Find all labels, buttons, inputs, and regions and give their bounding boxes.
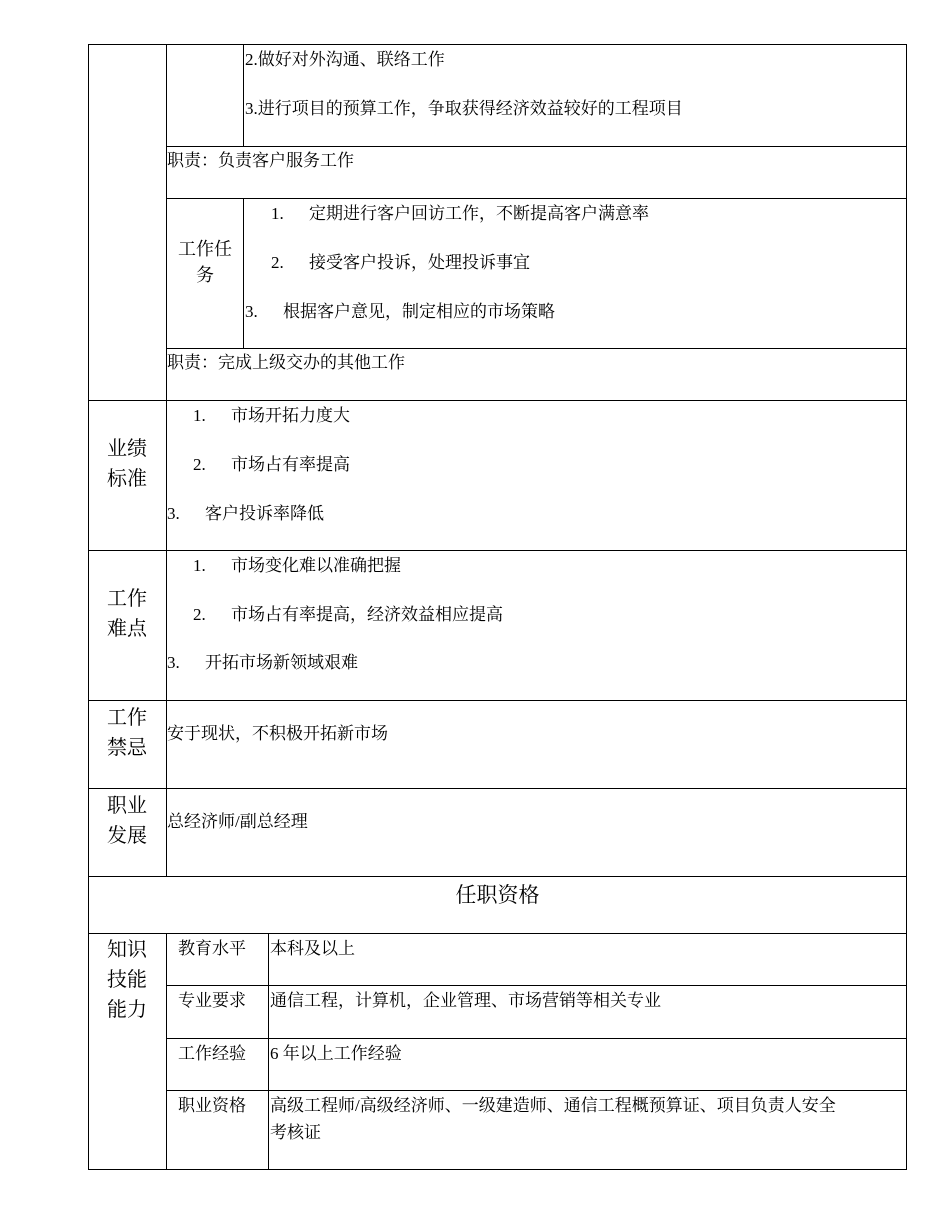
list-text: 接受客户投诉，处理投诉事宜 — [309, 253, 530, 272]
performance-label-line2: 标准 — [107, 468, 147, 490]
row-divider — [166, 348, 907, 349]
qualification-row-name: 教育水平 — [178, 939, 246, 958]
qualification-row-value: 高级工程师/高级经济师、一级建造师、通信工程概预算证、项目负责人安全 — [270, 1096, 836, 1115]
career-label — [88, 791, 166, 851]
taboo-label — [88, 703, 166, 763]
qualification-row-name: 工作经验 — [178, 1044, 246, 1063]
list-text: 开拓市场新领域艰难 — [205, 653, 358, 672]
row-divider — [88, 550, 907, 551]
taboo-label-line1: 工作 — [107, 707, 147, 729]
customer-task-item — [271, 203, 649, 225]
column-divider — [243, 44, 244, 147]
difficulty-item — [167, 652, 358, 674]
difficulties-label — [88, 584, 166, 644]
work-task-label-line2: 务 — [196, 265, 214, 285]
list-text: 根据客户意见，制定相应的市场策略 — [283, 302, 555, 321]
row-divider — [88, 788, 907, 789]
qualification-row-value: 本科及以上 — [270, 939, 355, 958]
list-number: 2. — [271, 253, 284, 272]
duty-other: 职责：完成上级交办的其他工作 — [167, 353, 405, 372]
task-item: 3.进行项目的预算工作，争取获得经济效益较好的工程项目 — [245, 99, 683, 118]
list-text: 市场占有率提高 — [231, 455, 350, 474]
taboo-label-line2: 禁忌 — [107, 737, 147, 759]
row-divider — [166, 1090, 907, 1091]
career-text: 总经济师/副总经理 — [167, 812, 308, 831]
list-text: 定期进行客户回访工作，不断提高客户满意率 — [309, 204, 649, 223]
list-text: 客户投诉率降低 — [205, 504, 324, 523]
difficulty-item — [193, 555, 401, 577]
performance-label — [88, 434, 166, 494]
difficulties-label-line1: 工作 — [107, 588, 147, 610]
knowledge-label-line2: 技能 — [107, 969, 147, 991]
column-divider — [166, 933, 167, 1170]
list-text: 市场变化难以准确把握 — [231, 556, 401, 575]
knowledge-label-line1: 知识 — [107, 939, 147, 961]
difficulties-label-line2: 难点 — [107, 618, 147, 640]
qualification-row-name: 职业资格 — [178, 1096, 246, 1115]
list-number: 1. — [271, 204, 284, 223]
table-border-bottom — [88, 1169, 907, 1170]
qualification-row-value: 6 年以上工作经验 — [270, 1044, 402, 1063]
knowledge-skill-label — [88, 935, 166, 1025]
list-text: 市场占有率提高，经济效益相应提高 — [231, 605, 503, 624]
list-number: 1. — [193, 406, 206, 425]
career-label-line1: 职业 — [107, 795, 147, 817]
qualification-title: 任职资格 — [455, 883, 540, 907]
list-number: 3. — [167, 653, 180, 672]
row-divider — [88, 876, 907, 877]
taboo-text: 安于现状，不积极开拓新市场 — [167, 724, 388, 743]
row-divider — [166, 146, 907, 147]
performance-item — [193, 454, 350, 476]
row-divider — [88, 700, 907, 701]
duty-customer-service: 职责：负责客户服务工作 — [167, 151, 354, 170]
list-text: 市场开拓力度大 — [231, 406, 350, 425]
row-divider — [166, 1038, 907, 1039]
list-number: 2. — [193, 605, 206, 624]
performance-item — [193, 405, 350, 427]
qualification-row-value-cont: 考核证 — [270, 1123, 321, 1142]
list-number: 3. — [167, 504, 180, 523]
difficulty-item — [193, 604, 503, 626]
performance-item — [167, 503, 324, 525]
work-task-label-line1: 工作任 — [178, 239, 232, 259]
knowledge-label-line3: 能力 — [107, 999, 147, 1021]
list-number: 3. — [245, 302, 258, 321]
customer-task-item — [245, 301, 555, 323]
qualification-row-name: 专业要求 — [178, 991, 246, 1010]
customer-task-item — [271, 252, 530, 274]
row-divider — [88, 400, 907, 401]
column-divider — [268, 933, 269, 1170]
table-border-top — [88, 44, 907, 45]
row-divider — [88, 933, 907, 934]
list-number: 1. — [193, 556, 206, 575]
row-divider — [166, 985, 907, 986]
list-number: 2. — [193, 455, 206, 474]
qualification-row-value: 通信工程，计算机，企业管理、市场营销等相关专业 — [270, 991, 661, 1010]
task-item: 2.做好对外沟通、联络工作 — [245, 50, 445, 69]
career-label-line2: 发展 — [107, 825, 147, 847]
performance-label-line1: 业绩 — [107, 438, 147, 460]
row-divider — [166, 198, 907, 199]
work-task-label — [166, 236, 244, 288]
table-border-right — [906, 44, 907, 1170]
